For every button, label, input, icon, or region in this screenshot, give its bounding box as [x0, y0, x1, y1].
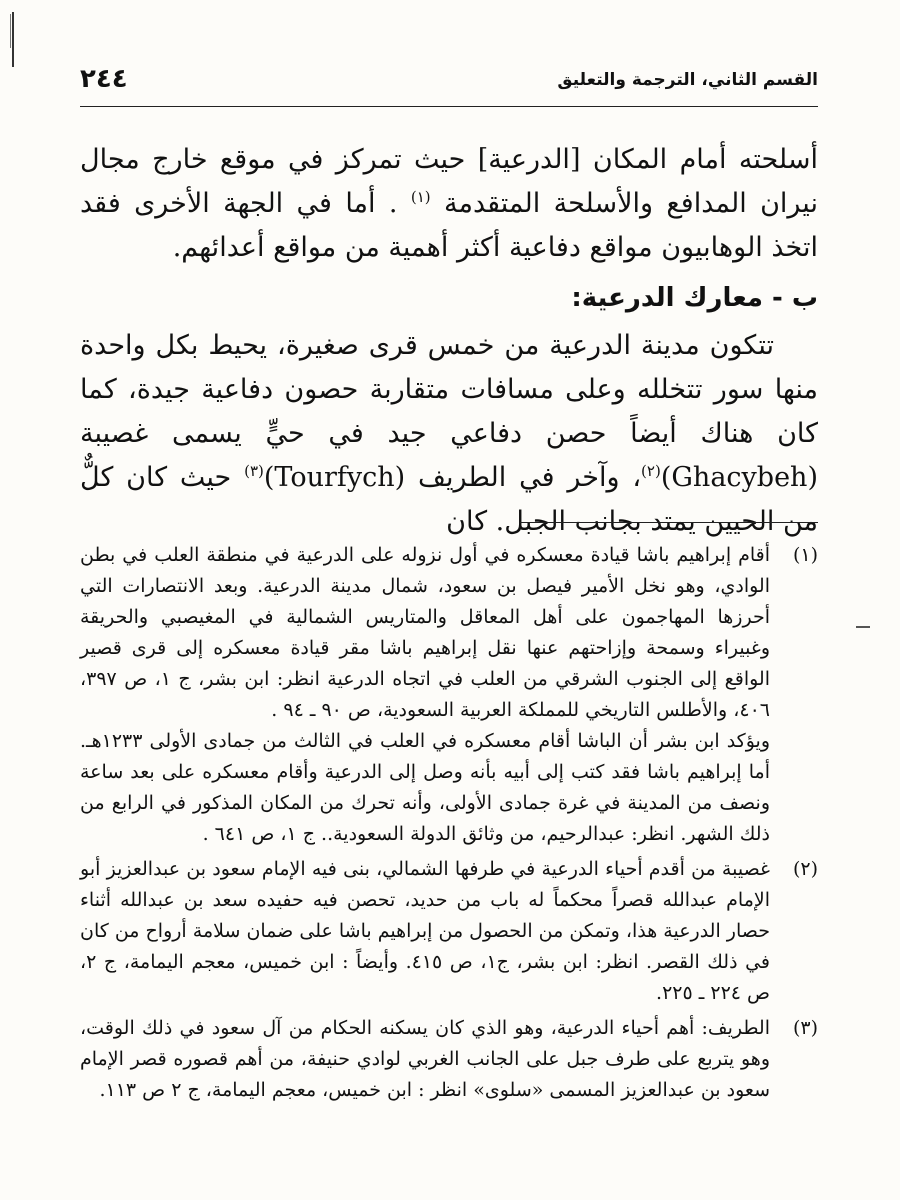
paragraph-1	[80, 138, 818, 270]
footnote-body	[80, 854, 770, 1009]
footnote-paragraph: غصيبة من أقدم أحياء الدرعية في طرفها الشمالي، بنى فيه الإمام سعود بن عبدالعزيز أبو الإمام عبدالله قصراً محكماً له باب من حديد، تحصن فيه حفيده سعد بن عبدالله أثناء حصار الدرعية هذا، وتمكن من الحصول من إبراهيم باشا على ضمان سلامة أرواح من كان في ذلك القصر. انظر: ابن بشر، ج١، ص ٤١٥. وأيضاً : ابن خميس، معجم اليمامة، ج ٢، ص ٢٢٤ ـ ٢٢٥.	[80, 858, 770, 1004]
footnote-separator	[520, 522, 818, 523]
scan-edge-mark	[12, 12, 14, 67]
footnote-paragraph: أقام إبراهيم باشا قيادة معسكره في أول نزوله على الدرعية في منطقة العلب في بطن الوادي، وهو نخل الأمير فيصل بن سعود، شمال مدينة الدرعية. وبعد الانتصارات التي أحرزها المهاجمون على أهل المعاقل والمتاريس الشمالية في المغيصبي والحريقة وغبيراء وسمحة وإزاحتهم عنها نقل إبراهيم باشا مقر قيادة معسكره إلى قرى قصير الواقع إلى الجنوب الشرقي من العلب في اتجاه الدرعية انظر: ابن بشر، ج ١، ص ٣٩٧، ٤٠٦، والأطلس التاريخي للمملكة العربية السعودية، ص ٩٠ ـ ٩٤ .	[80, 544, 770, 721]
paragraph-2-part-c: حيث كان كلٌّ من الحيين يمتد بجانب الجبل. كان	[80, 462, 818, 537]
page-header	[80, 62, 818, 107]
footnote-3	[80, 1013, 818, 1106]
paragraph-1-rest: . أما في الجهة الأخرى فقد اتخذ الوهابيون مواقع دفاعية أكثر أهمية من مواقع أعدائهم.	[80, 188, 818, 263]
section-heading: ب - معارك الدرعية:	[571, 283, 818, 313]
footnote-body	[80, 540, 770, 850]
paragraph-1-text: أسلحته أمام المكان [الدرعية] حيث تمركز في موقع خارج مجال نيران المدافع والأسلحة المتقدمة	[80, 144, 818, 219]
main-text	[80, 138, 818, 544]
footnote-1	[80, 540, 818, 850]
footnote-number: (١)	[792, 544, 818, 566]
scan-edge-mark-secondary	[10, 14, 11, 48]
footnote-ref-2: (٢)	[641, 462, 661, 480]
footnote-paragraph: ويؤكد ابن بشر أن الباشا أقام معسكره في العلب في الثالث من جمادى الأولى ١٢٣٣هـ. أما إبراهيم باشا فقد كتب إلى أبيه بأنه وصل إلى الدرعية وأقام معسكره على بعد ساعة ونصف من المدينة في غرة جمادى الأولى، وأنه تحرك من المكان المذكور في الرابع من ذلك الشهر. انظر: عبدالرحيم، من وثائق الدولة السعودية.. ج ١، ص ٦٤١ .	[80, 730, 770, 845]
page-number: ٢٤٤	[80, 64, 128, 94]
running-title: القسم الثاني، الترجمة والتعليق	[557, 70, 818, 90]
footnote-2	[80, 854, 818, 1009]
paragraph-2-part-a: تتكون مدينة الدرعية من خمس قرى صغيرة، يحيط بكل واحدة منها سور تتخلله وعلى مسافات متقاربة حصون دفاعية جيدة، كما كان هناك أيضاً حصن دفاعي جيد في حيٍّ يسمى غصيبة (Ghacybeh)	[80, 330, 818, 493]
paragraph-2	[80, 324, 818, 544]
footnote-number: (٢)	[792, 858, 818, 880]
footnote-body	[80, 1013, 770, 1106]
footnote-ref-3: (٣)	[244, 462, 264, 480]
footnotes	[80, 540, 818, 1110]
scan-stray-mark	[856, 626, 870, 628]
paragraph-2-part-b: ، وآخر في الطريف (Tourfych)	[263, 462, 642, 493]
footnote-ref-1: (١)	[410, 188, 431, 206]
footnote-number: (٣)	[792, 1017, 818, 1039]
footnote-paragraph: الطريف: أهم أحياء الدرعية، وهو الذي كان يسكنه الحكام من آل سعود في ذلك الوقت، وهو يتربع على طرف جبل على الجانب الغربي لوادي حنيفة، من أهم قصوره قصر الإمام سعود بن عبدالعزيز المسمى «سلوى» انظر : ابن خميس، معجم اليمامة، ج ٢ ص ١١٣.	[80, 1017, 770, 1101]
